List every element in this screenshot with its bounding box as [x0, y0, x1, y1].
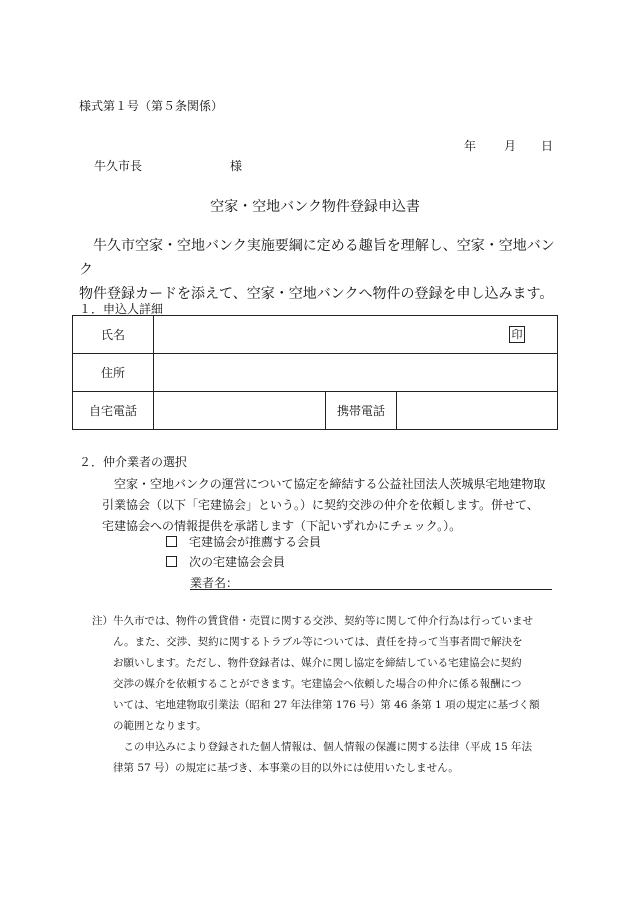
note-line: 交渉の媒介を依頼することができます。宅建協会へ依頼した場合の仲介に係る報酬につ: [113, 678, 522, 690]
option-recommended-member[interactable]: [166, 533, 321, 550]
intro-line: 牛久市空家・空地バンク実施要綱に定める趣旨を理解し、空家・空地バンク: [79, 238, 555, 278]
date-year-label: 年: [464, 139, 477, 153]
section2-paragraph: [102, 474, 558, 537]
section2-line: 宅建協会への情報提供を承諾します（下記いずれかにチェック。）。: [102, 519, 462, 533]
section2-line: 引業協会（以下「宅建協会」という。）に契約交渉の仲介を依頼します。併せて、: [102, 498, 539, 512]
note-block: [92, 611, 554, 779]
vendor-name-label: 業者名：: [190, 576, 239, 590]
phone-row: [73, 392, 558, 430]
section1-heading: １．申込人詳細: [79, 302, 164, 316]
date-month-label: 月: [504, 139, 517, 153]
form-number: 様式第１号（第５条関係）: [79, 99, 224, 113]
note-line: お願いします。ただし、物件登録者は、媒介に関し協定を締結している宅建協会に契約: [113, 657, 522, 669]
note-line: 牛久市では、物件の賃貸借・売買に関する交渉、契約等に関して仲介行為は行っていませ: [113, 615, 533, 627]
date-day-label: 日: [541, 139, 554, 153]
option-specified-member[interactable]: [166, 553, 285, 570]
name-row: [73, 316, 558, 354]
note-line: ん。また、交渉、契約に関するトラブル等については、責任を持って当事者間で解決を: [113, 636, 523, 648]
addressee-name: 牛久市長: [94, 159, 143, 173]
address-field[interactable]: [154, 354, 558, 392]
privacy-line: 律第 57 号）の規定に基づき、本事業の目的以外には使用いたしません。: [113, 762, 459, 774]
option-specified-label: 次の宅建協会会員: [189, 555, 286, 569]
addressee: [94, 157, 242, 174]
note-line: いては、宅地建物取引業法（昭和 27 年法律第 176 号）第 46 条第 1 項の規定に基づく額: [113, 699, 540, 711]
section2-heading: ２．仲介業者の選択: [79, 455, 188, 469]
address-row: [73, 354, 558, 392]
mobile-phone-field[interactable]: [397, 392, 558, 430]
privacy-line: この申込みにより登録された個人情報は、個人情報の保護に関する法律（平成 15 年法: [123, 741, 533, 753]
checkbox-specified-member[interactable]: [166, 556, 177, 567]
name-field[interactable]: [154, 316, 558, 354]
vendor-name-field[interactable]: [190, 589, 552, 590]
checkbox-recommended-member[interactable]: [166, 536, 177, 547]
option-recommended-label: 宅建協会が推薦する会員: [189, 535, 322, 549]
home-phone-field[interactable]: [154, 392, 326, 430]
name-label: 氏名: [73, 316, 154, 354]
note-label: 注）: [92, 615, 113, 627]
intro-paragraph: [79, 234, 559, 306]
intro-line: 物件登録カードを添えて、空家・空地バンクへ物件の登録を申し込みます。: [79, 286, 554, 302]
document-title: 空家・空地バンク物件登録申込書: [210, 199, 420, 215]
section2-line: 空家・空地バンクの運営について協定を締結する公益社団法人茨城県宅地建物取: [102, 477, 546, 491]
note-line: の範囲となります。: [113, 720, 207, 732]
address-label: 住所: [73, 354, 154, 392]
home-phone-label: 自宅電話: [73, 392, 154, 430]
applicant-table: [72, 315, 558, 430]
mobile-phone-label: 携帯電話: [326, 392, 397, 430]
seal-mark: 印: [509, 326, 525, 343]
addressee-honorific: 様: [230, 159, 243, 173]
